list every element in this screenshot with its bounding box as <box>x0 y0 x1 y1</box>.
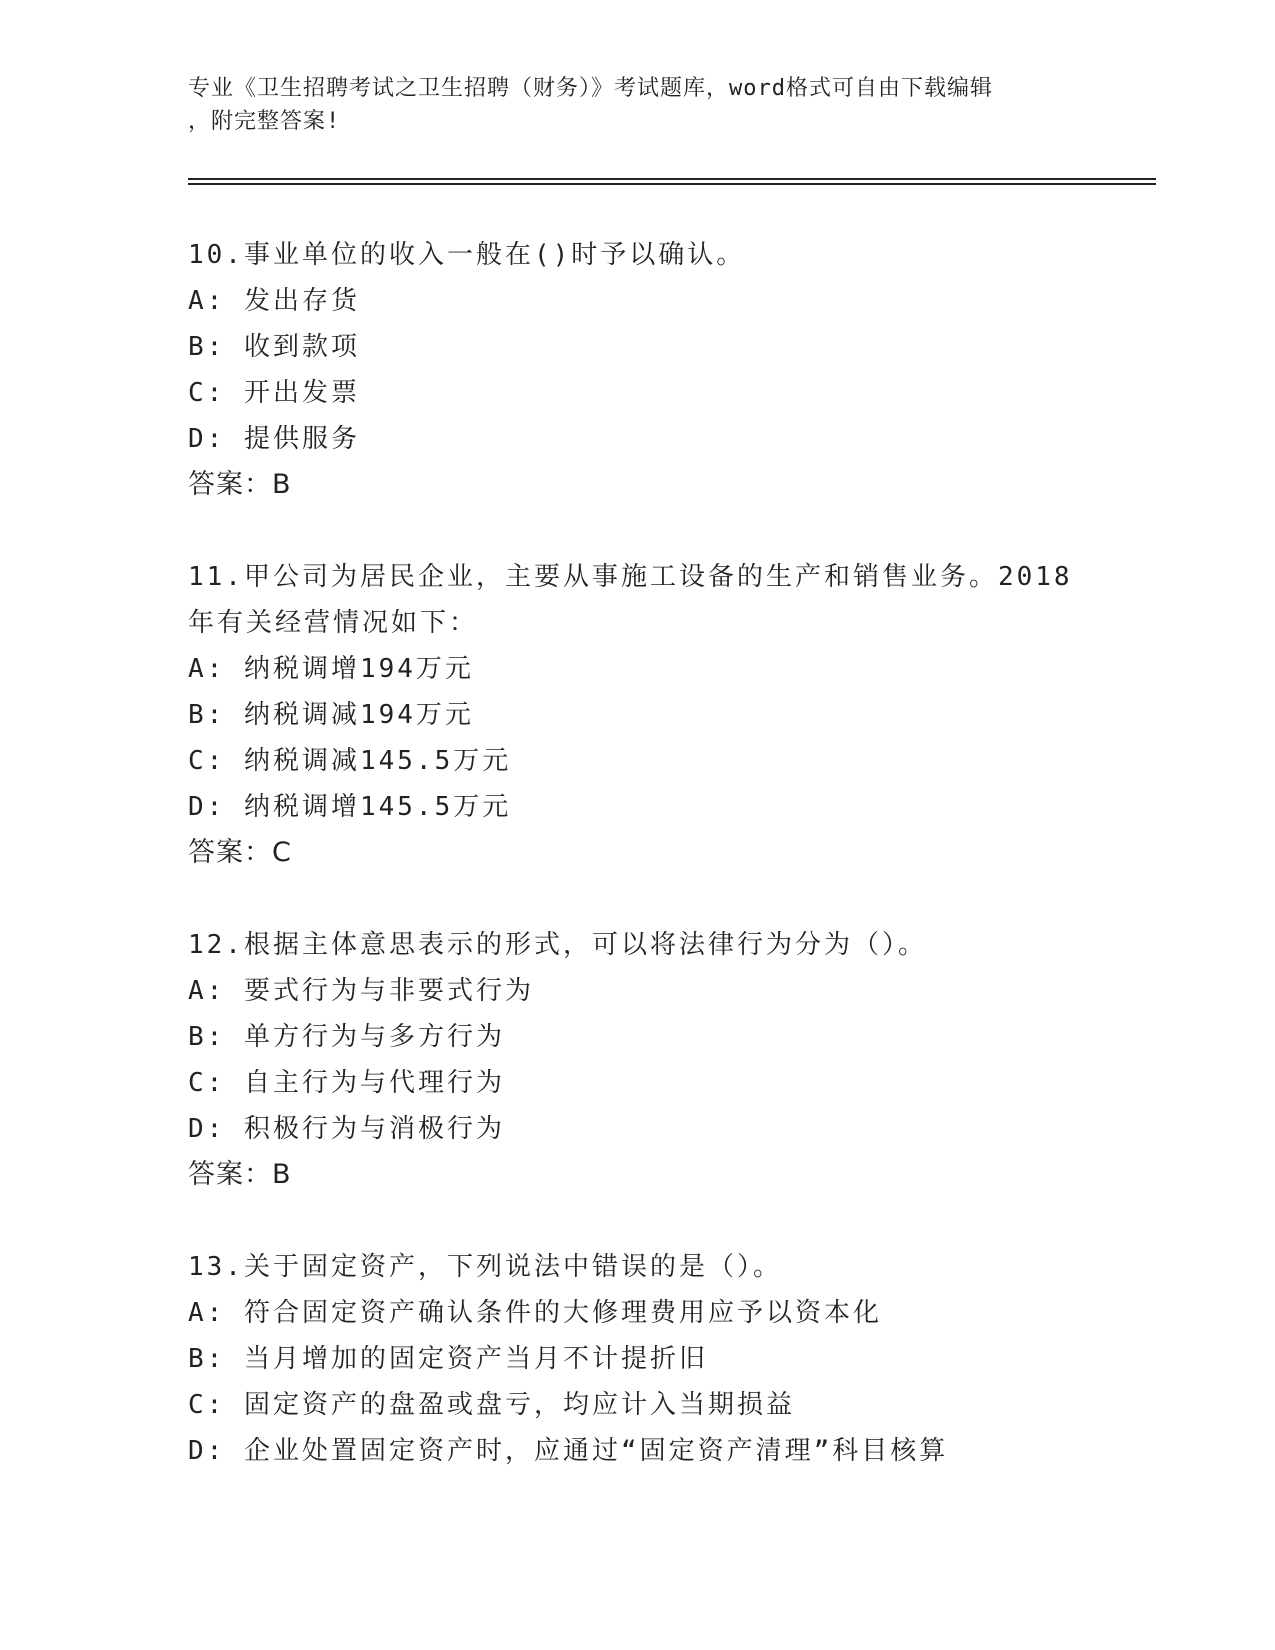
question-10 <box>188 232 1088 508</box>
option-b: B: 当月增加的固定资产当月不计提折旧 <box>188 1344 708 1374</box>
header-rule-top <box>188 178 1156 180</box>
option-c: C: 开出发票 <box>188 378 360 408</box>
answer: 答案：B <box>188 1159 292 1190</box>
question-title: 10.事业单位的收入一般在()时予以确认。 <box>188 240 746 270</box>
question-13 <box>188 1244 1088 1474</box>
option-a: A: 发出存货 <box>188 286 360 316</box>
question-list <box>188 232 1088 1520</box>
option-b: B: 单方行为与多方行为 <box>188 1022 505 1052</box>
option-d: D: 积极行为与消极行为 <box>188 1114 505 1144</box>
header-rule-bottom <box>188 183 1156 185</box>
option-d: D: 企业处置固定资产时，应通过“固定资产清理”科目核算 <box>188 1436 949 1466</box>
option-a: A: 符合固定资产确认条件的大修理费用应予以资本化 <box>188 1298 882 1328</box>
question-title: 11.甲公司为居民企业，主要从事施工设备的生产和销售业务。2018年有关经营情况如下： <box>188 562 1073 638</box>
option-d: D: 纳税调增145.5万元 <box>188 792 512 822</box>
question-title: 12.根据主体意思表示的形式，可以将法律行为分为（）。 <box>188 930 927 960</box>
option-b: B: 纳税调减194万元 <box>188 700 474 730</box>
document-header <box>188 72 1088 138</box>
option-c: C: 纳税调减145.5万元 <box>188 746 512 776</box>
option-c: C: 固定资产的盘盈或盘亏，均应计入当期损益 <box>188 1390 795 1420</box>
option-d: D: 提供服务 <box>188 424 360 454</box>
question-12 <box>188 922 1088 1198</box>
answer: 答案：C <box>188 837 292 868</box>
header-line-1: 专业《卫生招聘考试之卫生招聘（财务）》考试题库，word格式可自由下载编辑 <box>188 76 993 101</box>
option-c: C: 自主行为与代理行为 <box>188 1068 505 1098</box>
question-11 <box>188 554 1088 876</box>
header-line-2: ，附完整答案! <box>188 109 341 134</box>
answer: 答案：B <box>188 469 292 500</box>
option-a: A: 纳税调增194万元 <box>188 654 474 684</box>
option-a: A: 要式行为与非要式行为 <box>188 976 534 1006</box>
option-b: B: 收到款项 <box>188 332 360 362</box>
question-title: 13.关于固定资产，下列说法中错误的是（）。 <box>188 1252 782 1282</box>
